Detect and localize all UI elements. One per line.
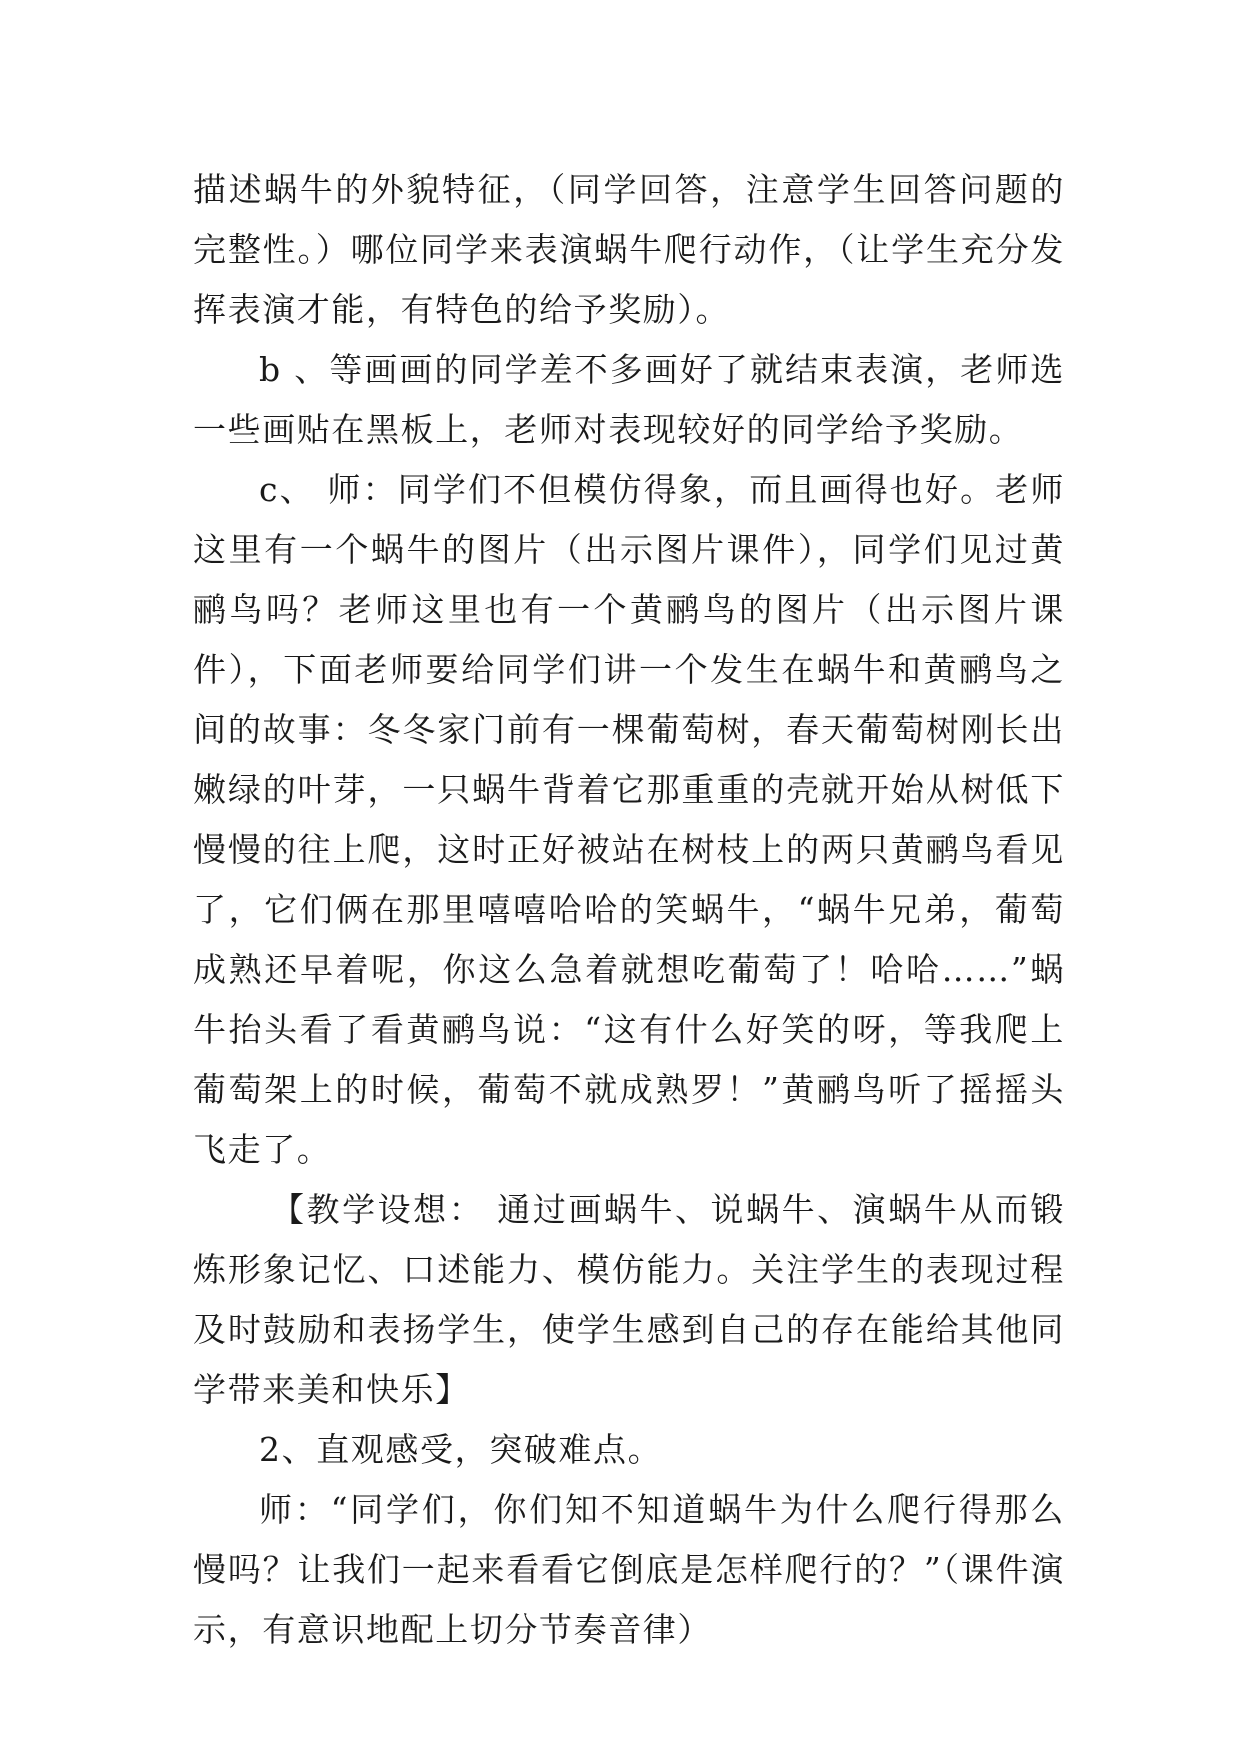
paragraph-snail-description: 描述蜗牛的外貌特征，（同学回答，注意学生回答问题的完整性。）哪位同学来表演蜗牛爬行动作，（让学生充分发挥表演才能，有特色的给予奖励）。 xyxy=(193,170,1065,329)
paragraph-step-c-story: c、 师：同学们不但模仿得象，而且画得也好。老师这里有一个蜗牛的图片（出示图片课件），同学们见过黄鹂鸟吗？老师这里也有一个黄鹂鸟的图片（出示图片课件），下面老师要给同学们讲一个发生在蜗牛和黄鹂鸟之间的故事：冬冬家门前有一棵葡萄树，春天葡萄树刚长出嫩绿的叶芽，一只蜗牛背着它那重重的壳就开始从树低下慢慢的往上爬，这时正好被站在树枝上的两只黄鹂鸟看见了，它们俩在那里嘻嘻哈哈的笑蜗牛，“蜗牛兄弟，葡萄成熟还早着呢，你这么急着就想吃葡萄了！哈哈……”蜗牛抬头看了看黄鹂鸟说：“这有什么好笑的呀，等我爬上葡萄架上的时候，葡萄不就成熟罗！”黄鹂鸟听了摇摇头飞走了。 xyxy=(193,470,1065,1169)
paragraph-section-2-heading: 2、直观感受，突破难点。 xyxy=(259,1430,663,1469)
paragraph-step-b: b 、等画画的同学差不多画好了就结束表演，老师选一些画贴在黑板上，老师对表现较好的同学给予奖励。 xyxy=(193,350,1065,449)
paragraph-teacher-question: 师：“同学们，你们知不知道蜗牛为什么爬行得那么慢吗？让我们一起来看看它倒底是怎样爬行的？”（课件演示，有意识地配上切分节奏音律） xyxy=(193,1490,1065,1649)
document-body xyxy=(193,160,1065,1660)
paragraph-teaching-idea: 【教学设想： 通过画蜗牛、说蜗牛、演蜗牛从而锻炼形象记忆、口述能力、模仿能力。关注学生的表现过程及时鼓励和表扬学生，使学生感到自己的存在能给其他同学带来美和快乐】 xyxy=(193,1190,1065,1409)
